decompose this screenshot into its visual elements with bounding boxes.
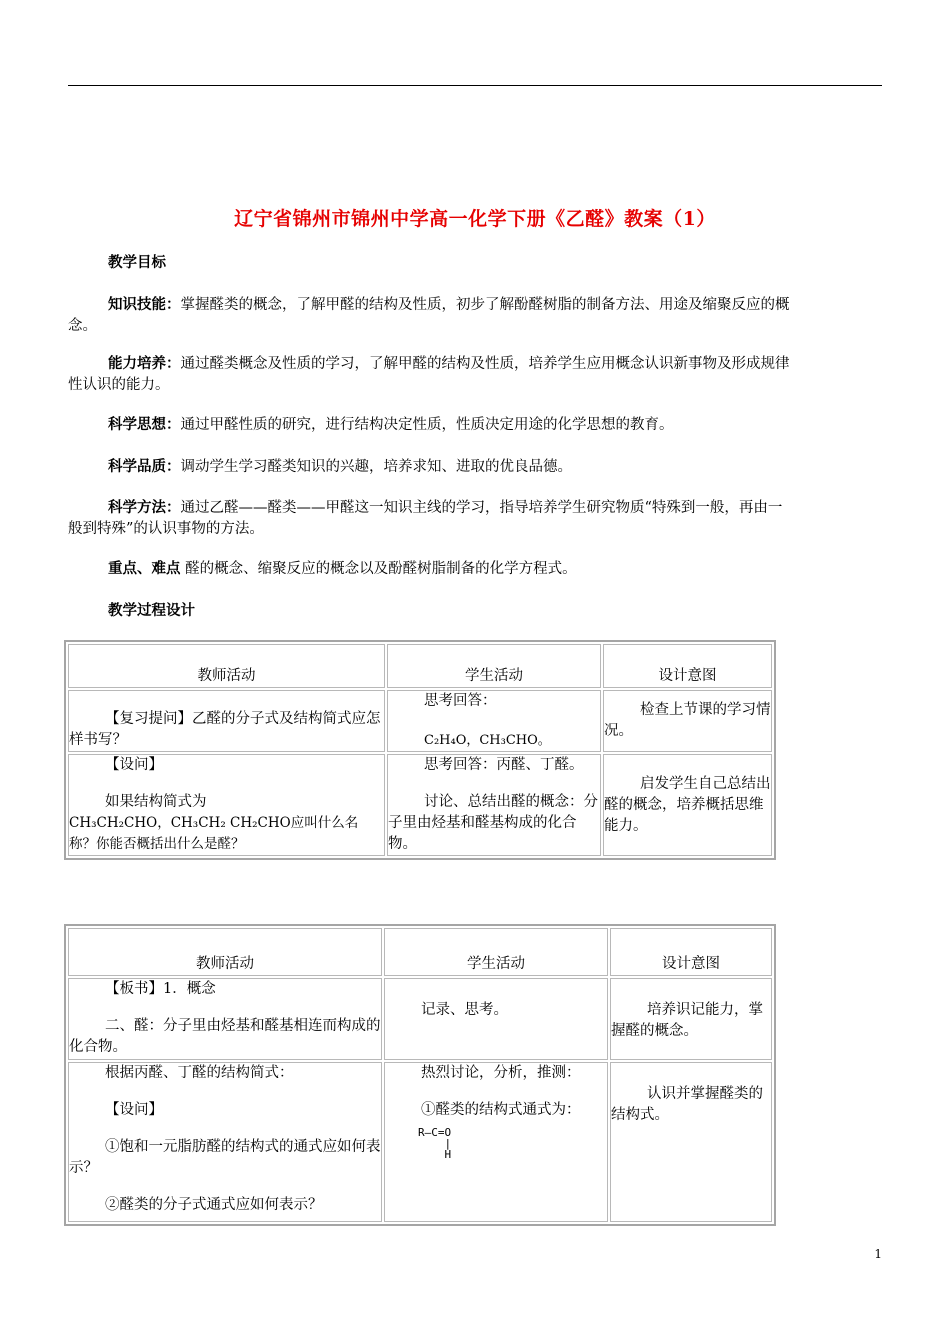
- top-rule: [68, 85, 882, 86]
- quality-label: 科学品质：: [108, 458, 181, 475]
- header-student-activity: 学生活动: [387, 644, 601, 688]
- method-label: 科学方法：: [108, 499, 181, 516]
- ability-text-1: 通过醛类概念及性质的学习，了解甲醛的结构及性质，培养学生应用概念认识新事物及形成规律: [180, 356, 790, 372]
- knowledge-text-2: 念。: [68, 318, 97, 334]
- page-number: 1: [874, 1247, 882, 1261]
- quality-text: 调动学生学习醛类知识的兴趣，培养求知、进取的优良品德。: [180, 459, 572, 475]
- table1-row1-design: 检查上节课的学习情况。: [603, 690, 772, 752]
- method-text-2: 般到特殊”的认识事物的方法。: [68, 521, 264, 537]
- table1-row1-teacher: 【复习提问】乙醛的分子式及结构简式应怎样书写？: [68, 690, 385, 752]
- header-teacher-activity: 教师活动: [68, 928, 382, 976]
- table1-row2-design: 启发学生自己总结出醛的概念，培养概括思维能力。: [603, 754, 772, 856]
- keypoint-label: 重点、难点: [108, 560, 181, 577]
- method-paragraph: [68, 497, 882, 540]
- table2-row1-student: 记录、思考。: [384, 978, 608, 1060]
- table2-row2-teacher: 根据丙醛、丁醛的结构简式： 【设问】 ①饱和一元脂肪醛的结构式的通式应如何表示？ ②醛类的分子式通式应如何表示？: [68, 1062, 382, 1222]
- table1-row2-student: 思考回答：丙醛、丁醛。 讨论、总结出醛的概念：分子里由烃基和醛基构成的化合物。: [387, 754, 601, 856]
- objectives-heading: 教学目标: [108, 254, 166, 271]
- table2-row2-student: 热烈讨论，分析，推测： ①醛类的结构式通式为： R—C=O | H: [384, 1062, 608, 1222]
- method-text-1: 通过乙醛——醛类——甲醛这一知识主线的学习，指导培养学生研究物质“特殊到一般，再由一: [180, 500, 783, 516]
- ability-text-2: 性认识的能力。: [68, 377, 170, 393]
- process-heading: 教学过程设计: [108, 602, 195, 619]
- aldehyde-structural-formula: R—C=O | H: [418, 1126, 452, 1161]
- header-design-intent: 设计意图: [603, 644, 772, 688]
- table2-row1-teacher: 【板书】1．概念 二、醛：分子里由烃基和醛基相连而构成的化合物。: [68, 978, 382, 1060]
- thought-paragraph: [68, 414, 882, 436]
- lesson-table-1: [64, 640, 776, 860]
- quality-paragraph: [68, 456, 882, 478]
- table1-row2-teacher: 【设问】 如果结构简式为 CH₃CH₂CHO，CH₃CH₂ CH₂CHO应叫什么名称？你能否概括出什么是醛？: [68, 754, 385, 856]
- ability-label: 能力培养：: [108, 355, 181, 372]
- keypoint-paragraph: [68, 558, 882, 580]
- header-student-activity: 学生活动: [384, 928, 608, 976]
- knowledge-label: 知识技能：: [108, 296, 181, 313]
- lesson-table-2: [64, 924, 776, 1226]
- knowledge-paragraph: [68, 294, 882, 337]
- table1-row1-student: 思考回答： C₂H₄O，CH₃CHO。: [387, 690, 601, 752]
- keypoint-text: 醛的概念、缩聚反应的概念以及酚醛树脂制备的化学方程式。: [180, 561, 577, 577]
- header-design-intent: 设计意图: [610, 928, 772, 976]
- thought-text: 通过甲醛性质的研究，进行结构决定性质，性质决定用途的化学思想的教育。: [180, 417, 674, 433]
- header-teacher-activity: 教师活动: [68, 644, 385, 688]
- document-title: 辽宁省锦州市锦州中学高一化学下册《乙醛》教案（1）: [234, 208, 716, 230]
- table2-row1-design: 培养识记能力，掌握醛的概念。: [610, 978, 772, 1060]
- table2-row2-design: 认识并掌握醛类的结构式。: [610, 1062, 772, 1222]
- knowledge-text-1: 掌握醛类的概念，了解甲醛的结构及性质，初步了解酚醛树脂的制备方法、用途及缩聚反应的概: [180, 297, 790, 313]
- ability-paragraph: [68, 353, 882, 396]
- thought-label: 科学思想：: [108, 416, 181, 433]
